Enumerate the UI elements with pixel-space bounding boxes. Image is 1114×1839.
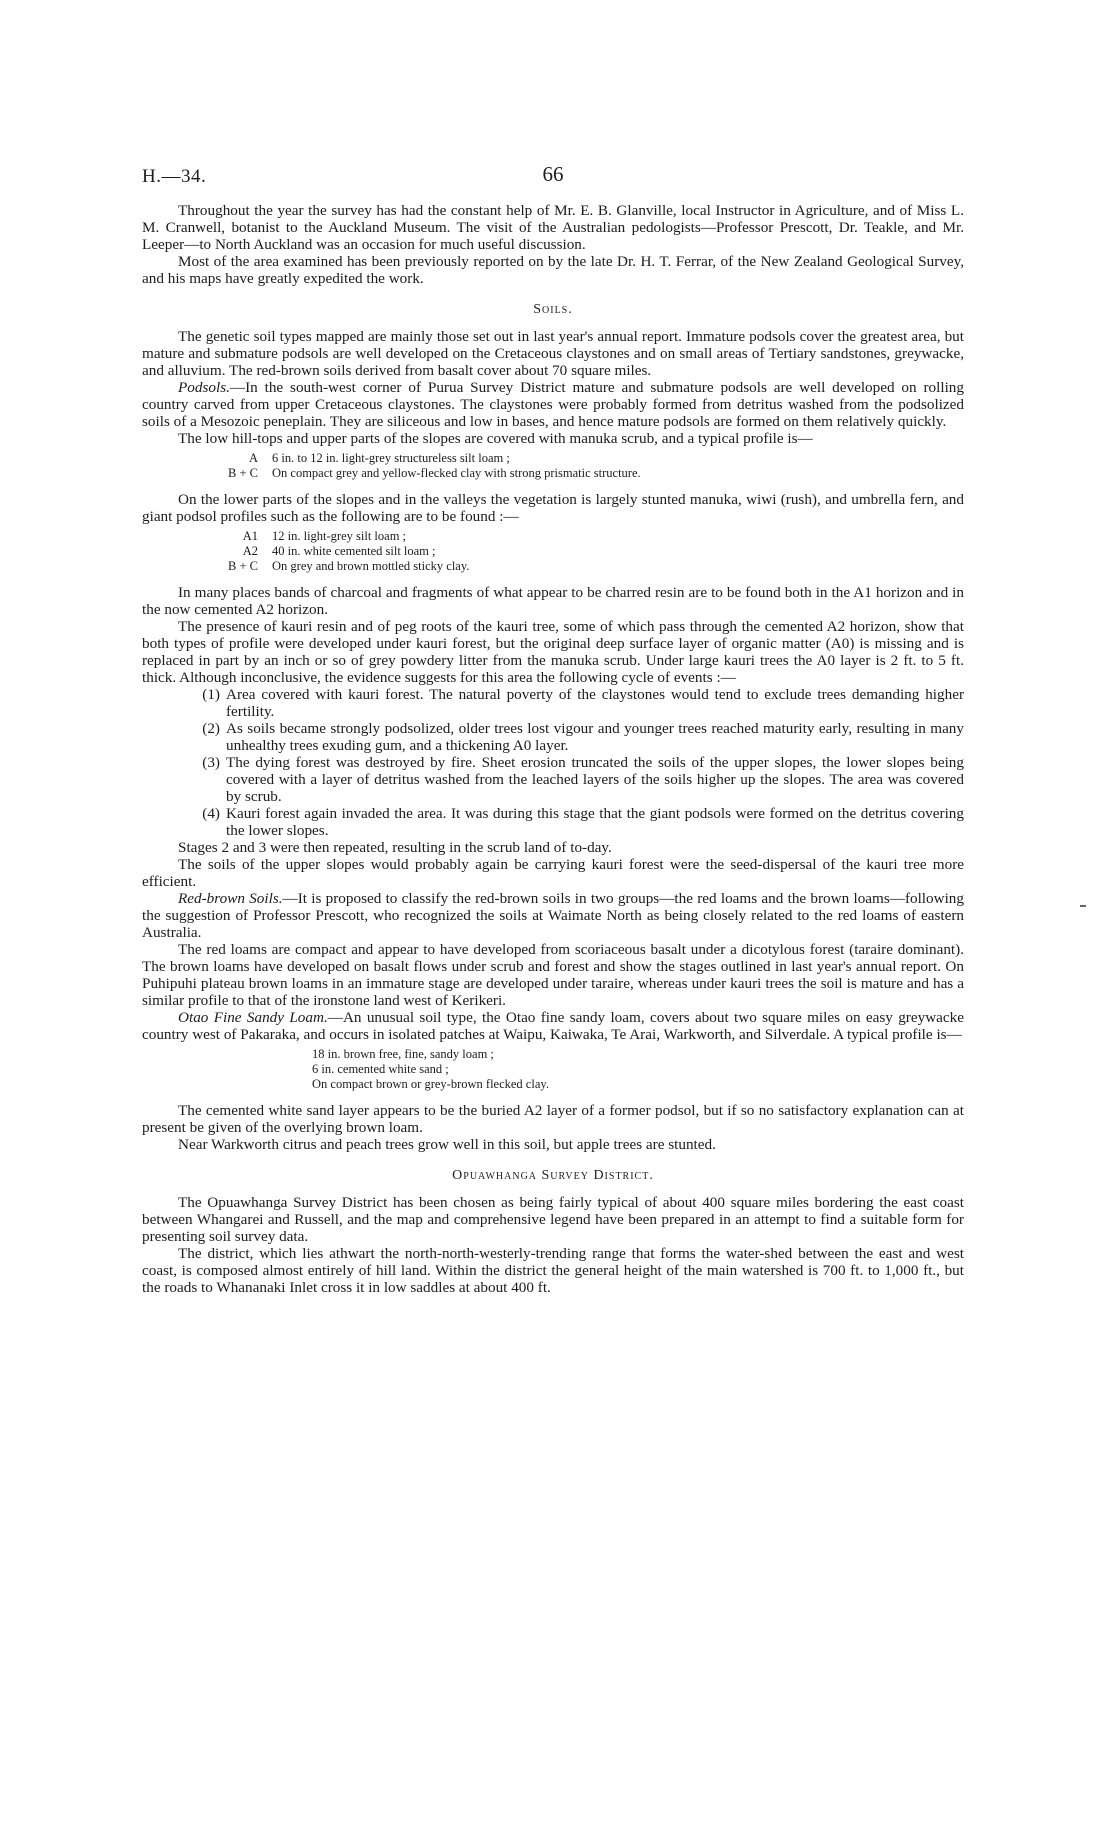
podsols-paragraph [142, 379, 964, 430]
red-brown-text: —It is proposed to classify the red-brown soils in two groups—the red loams and the brown loams—following the suggestion of Professor Prescott, who recognized the soils at Waimate North as being closely related to the red loams of eastern Australia. [142, 890, 964, 941]
list-item [142, 686, 964, 720]
list-item-number: (4) [202, 805, 220, 822]
cycle-list [142, 686, 964, 839]
intro-paragraph-2: Most of the area examined has been previously reported on by the late Dr. H. T. Ferrar, of the New Zealand Geological Survey, and his maps have greatly expedited the work. [142, 253, 964, 287]
horizon-label: B + C [228, 559, 258, 573]
soils-paragraph-1: The genetic soil types mapped are mainly those set out in last year's annual report. Immature podsols cover the greatest area, but mature and submature podsols are well developed on the Cretaceous claystones and on small areas of Tertiary sandstones, greywacke, and alluvium. The red-brown soils derived from basalt cover about 70 square miles. [142, 328, 964, 379]
warkworth-paragraph: Near Warkworth citrus and peach trees grow well in this soil, but apple trees are stunted. [178, 1136, 716, 1153]
low-hill-paragraph: The low hill-tops and upper parts of the slopes are covered with manuka scrub, and a typical profile is— [178, 430, 813, 447]
horizon-label: A2 [242, 544, 258, 558]
profile-line: 6 in. cemented white sand ; [312, 1062, 449, 1076]
profile-row [142, 544, 964, 559]
charcoal-paragraph: In many places bands of charcoal and fragments of what appear to be charred resin are to be found both in the A1 horizon and in the now cemented A2 horizon. [142, 584, 964, 618]
horizon-description: 6 in. to 12 in. light-grey structureless silt loam ; [272, 451, 510, 465]
list-item [142, 805, 964, 839]
profile-row [142, 559, 964, 574]
red-brown-paragraph [142, 890, 964, 941]
horizon-description: 12 in. light-grey silt loam ; [272, 529, 407, 543]
profile-row [142, 466, 964, 481]
opuawhanga-paragraph-2: The district, which lies athwart the north-north-westerly-trending range that forms the water-shed between the east and west coast, is composed almost entirely of hill land. Within the district the general height of the main watershed is 700 ft. to 1,000 ft., but the roads to Whananaki Inlet cross it in low saddles at about 400 ft. [142, 1245, 964, 1296]
horizon-label: A1 [242, 529, 258, 543]
lower-slopes-paragraph: On the lower parts of the slopes and in the valleys the vegetation is largely stunted manuka, wiwi (rush), and umbrella fern, and giant podsol profiles such as the following are to be found :— [142, 491, 964, 525]
horizon-description: On grey and brown mottled sticky clay. [272, 559, 470, 573]
profile-1 [142, 451, 964, 481]
horizon-description: On compact grey and yellow-flecked clay with strong prismatic structure. [272, 466, 641, 480]
profile-row [142, 529, 964, 544]
red-brown-title: Red-brown Soils. [178, 890, 283, 907]
profile-2 [142, 529, 964, 574]
page-number: 66 [542, 162, 564, 186]
document-reference: H.—34. [142, 166, 207, 187]
body-text [142, 202, 964, 1296]
list-item-number: (3) [202, 754, 220, 771]
list-item-number: (1) [202, 686, 220, 703]
stages-paragraph: Stages 2 and 3 were then repeated, resulting in the scrub land of to-day. [178, 839, 612, 856]
otao-paragraph [142, 1009, 964, 1043]
otao-text: —An unusual soil type, the Otao fine sandy loam, covers about two square miles on easy greywacke country west of Pakaraka, and occurs in isolated patches at Waipu, Kaiwaka, Te Arai, Warkworth, and Silverdale. A typical profile is— [142, 1009, 964, 1043]
horizon-description: 40 in. white cemented silt loam ; [272, 544, 436, 558]
horizon-label: B + C [228, 466, 258, 480]
list-item-text: The dying forest was destroyed by fire. Sheet erosion truncated the soils of the upper slopes, the lower slopes being covered with a layer of detritus washed from the leached layers of the soils higher up the slopes. The area was covered by scrub. [226, 754, 964, 805]
list-item-text: Kauri forest again invaded the area. It was during this stage that the giant podsols were formed on the detritus covering the lower slopes. [226, 805, 964, 839]
profile-3 [312, 1047, 964, 1092]
profile-line: 18 in. brown free, fine, sandy loam ; [312, 1047, 494, 1061]
horizon-label: A [248, 451, 258, 465]
list-item-number: (2) [202, 720, 220, 737]
red-loams-paragraph: The red loams are compact and appear to have developed from scoriaceous basalt under a dicotylous forest (taraire dominant). The brown loams have developed on basalt flows under scrub and forest and show the stages outlined in last year's annual report. On Puhipuhi plateau brown loams in an immature stage are developed under taraire, whereas under kauri trees the soil is mature and has a similar profile to that of the ironstone land west of Kerikeri. [142, 941, 964, 1009]
page-header [142, 162, 964, 202]
list-item-text: As soils became strongly podsolized, older trees lost vigour and younger trees reached maturity early, resulting in many unhealthy trees exuding gum, and a thickening A0 layer. [226, 720, 964, 754]
cemented-sand-paragraph: The cemented white sand layer appears to be the buried A2 layer of a former podsol, but if so no satisfactory explanation can at present be given of the overlying brown loam. [142, 1102, 964, 1136]
opuawhanga-heading: Opuawhanga Survey District. [452, 1168, 654, 1183]
podsols-title: Podsols. [178, 379, 230, 396]
list-item [142, 754, 964, 805]
page [142, 162, 964, 1296]
soils-heading: Soils. [533, 302, 573, 317]
opuawhanga-paragraph-1: The Opuawhanga Survey District has been chosen as being fairly typical of about 400 square miles bordering the east coast between Whangarei and Russell, and the map and comprehensive legend have been prepared in an attempt to find a suitable form for presenting soil survey data. [142, 1194, 964, 1245]
margin-mark [1080, 905, 1086, 907]
list-item-text: Area covered with kauri forest. The natural poverty of the claystones would tend to exclude trees demanding higher fertility. [226, 686, 964, 720]
podsols-text: —In the south-west corner of Purua Survey District mature and submature podsols are well developed on rolling country carved from upper Cretaceous claystones. The claystones were probably formed from detritus washed from the podsolized soils of a Mesozoic peneplain. They are siliceous and low in bases, and hence mature podsols are formed on them relatively quickly. [142, 379, 964, 430]
upper-slopes-paragraph: The soils of the upper slopes would probably again be carrying kauri forest were the seed-dispersal of the kauri tree more efficient. [142, 856, 964, 890]
profile-line: On compact brown or grey-brown flecked clay. [312, 1077, 549, 1091]
kauri-paragraph: The presence of kauri resin and of peg roots of the kauri tree, some of which pass through the cemented A2 horizon, show that both types of profile were developed under kauri forest, but the original deep surface layer of organic matter (A0) is missing and is replaced in part by an inch or so of grey powdery litter from the manuka scrub. Under large kauri trees the A0 layer is 2 ft. to 5 ft. thick. Although inconclusive, the evidence suggests for this area the following cycle of events :— [142, 618, 964, 686]
list-item [142, 720, 964, 754]
intro-paragraph-1: Throughout the year the survey has had the constant help of Mr. E. B. Glanville, local Instructor in Agriculture, and of Miss L. M. Cranwell, botanist to the Auckland Museum. The visit of the Australian pedologists—Professor Prescott, Dr. Teakle, and Mr. Leeper—to North Auckland was an occasion for much useful discussion. [142, 202, 964, 253]
otao-title: Otao Fine Sandy Loam. [178, 1009, 328, 1026]
profile-row [142, 451, 964, 466]
